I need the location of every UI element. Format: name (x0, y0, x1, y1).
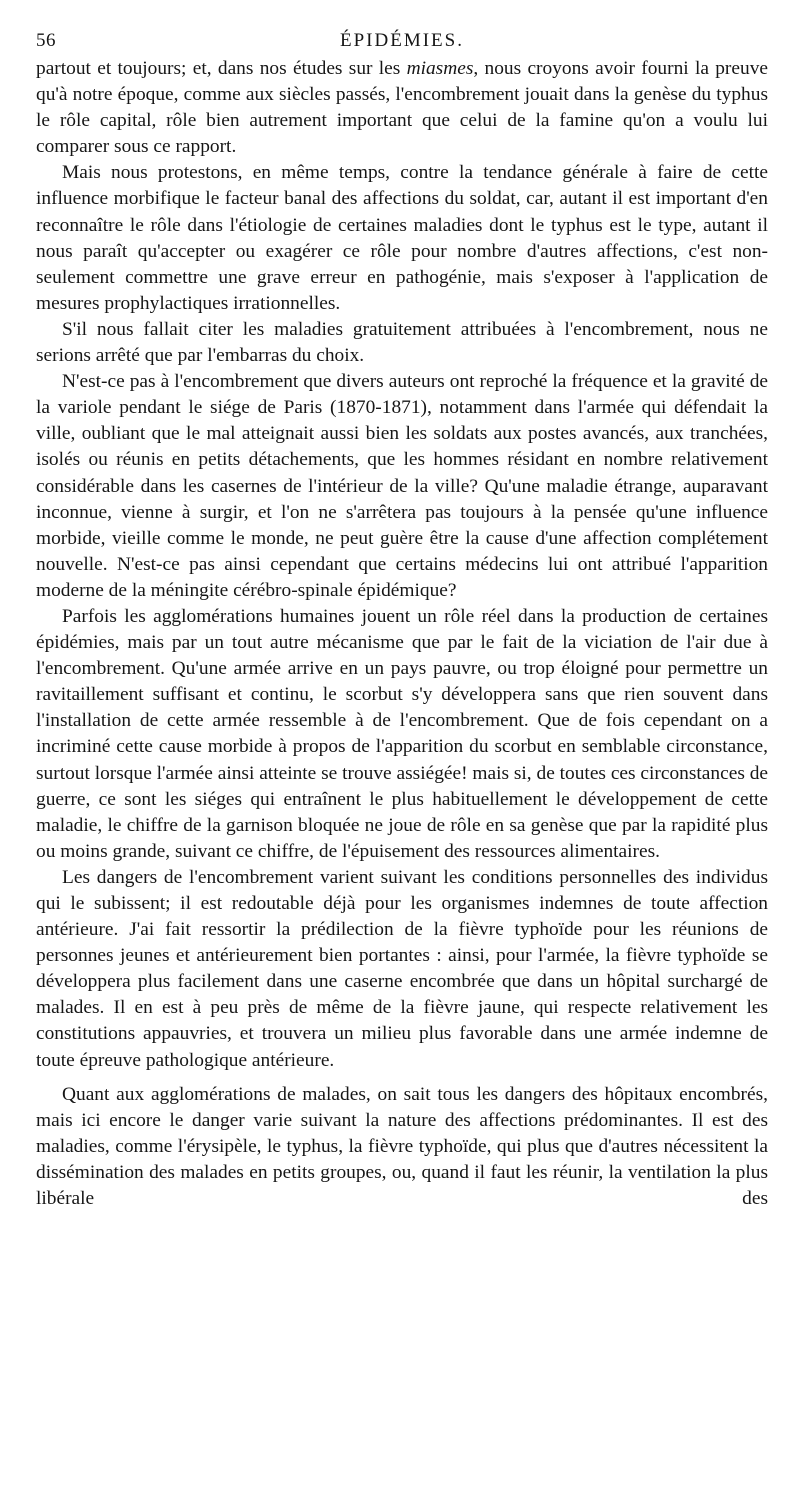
paragraph-1-text-a: partout et toujours; et, dans nos études sur les (36, 58, 407, 79)
book-page (36, 30, 768, 1212)
running-title: ÉPIDÉMIES. (340, 30, 464, 51)
running-head (36, 30, 768, 56)
paragraph-2: Mais nous protestons, en même temps, contre la tendance générale à faire de cette influence morbifique le facteur banal des affections du soldat, car, autant il est important d'en reconnaître le rôle dans l'étiologie de certaines maladies dont le typhus est le type, autant il nous paraît qu'accepter ou exagérer ce rôle pour nombre d'autres affections, c'est non-seulement commettre une grave erreur en pathogénie, mais s'exposer à l'application de mesures prophylactiques irrationnelles. (36, 162, 768, 314)
paragraph-3: S'il nous fallait citer les maladies gratuitement attribuées à l'encombrement, nous ne serions arrêté que par l'embarras du choix. (36, 318, 768, 367)
body-text (36, 56, 768, 1212)
paragraph-5: Parfois les agglomérations humaines jouent un rôle réel dans la production de certaines épidémies, mais par un tout autre mécanisme que par le fait de la viciation de l'air due à l'encombrement. Qu'une armée arrive en un pays pauvre, ou trop éloigné pour permettre un ravitaillement suffisant et continu, le scorbut s'y développera sans que rien souvent dans l'installation de cette armée ressemble à de l'encombrement. Que de fois cependant on a incriminé cette cause morbide à propos de l'apparition du scorbut en semblable circonstance, surtout lorsque l'armée ainsi atteinte se trouve assiégée! mais si, de toutes ces circonstances de guerre, ce sont les siéges qui entraînent le plus habituellement le développement de cette maladie, le chiffre de la garnison bloquée ne joue de rôle en sa genèse que par la rapidité plus ou moins grande, suivant ce chiffre, de l'épuisement des ressources alimentaires. (36, 605, 769, 862)
paragraph-1-text-b: , nous croyons avoir fourni la preuve qu'à notre époque, comme aux siècles passés, l'encombrement jouait dans la genèse du typhus le rôle capital, rôle bien autrement important que celui de la famine qu'on a voulu lui comparer sous ce rapport. (36, 58, 768, 158)
emphasis-miasmes: miasmes (406, 58, 474, 79)
paragraph-1 (36, 56, 768, 160)
paragraph-6: Les dangers de l'encombrement varient suivant les conditions personnelles des individus qui le subissent; il est redoutable déjà pour les organismes indemnes de toute affection antérieure. J'ai fait ressortir la prédilection de la fièvre typhoïde pour les réunions de personnes jeunes et antérieurement bien portantes : ainsi, pour l'armée, la fièvre typhoïde se développera plus facilement dans une caserne encombrée que dans un hôpital surchargé de malades. Il en est à peu près de même de la fièvre jaune, qui respecte relativement les constitutions appauvries, et trouvera un milieu plus favorable dans une armée indemne de toute épreuve pathologique antérieure. (36, 866, 768, 1071)
paragraph-7: Quant aux agglomérations de malades, on sait tous les dangers des hôpitaux encombrés, mais ici encore le danger varie suivant la nature des affections prédominantes. Il est des maladies, comme l'érysipèle, le typhus, la fièvre typhoïde, qui plus que d'autres nécessitent la dissémination des malades en petits groupes, ou, quand il faut les réunir, la ventilation la plus libérale des (36, 1083, 768, 1210)
page-number: 56 (36, 30, 56, 51)
paragraph-4: N'est-ce pas à l'encombrement que divers auteurs ont reproché la fréquence et la gravité de la variole pendant le siége de Paris (1870-1871), notamment dans l'armée qui défendait la ville, oubliant que le mal atteignait aussi bien les soldats aux postes avancés, aux tranchées, isolés ou réunis en petits détachements, que les hommes résidant en nombre relativement considérable dans les casernes de l'intérieur de la ville? Qu'une maladie étrange, auparavant inconnue, vienne à surgir, et l'on ne s'arrêtera pas toujours à la pensée qu'une influence morbide, vieille comme le monde, ne peut guère être la cause d'une affection complétement nouvelle. N'est-ce pas ainsi cependant que certains médecins lui ont attribué l'apparition moderne de la méningite cérébro-spinale épidémique? (36, 371, 768, 601)
